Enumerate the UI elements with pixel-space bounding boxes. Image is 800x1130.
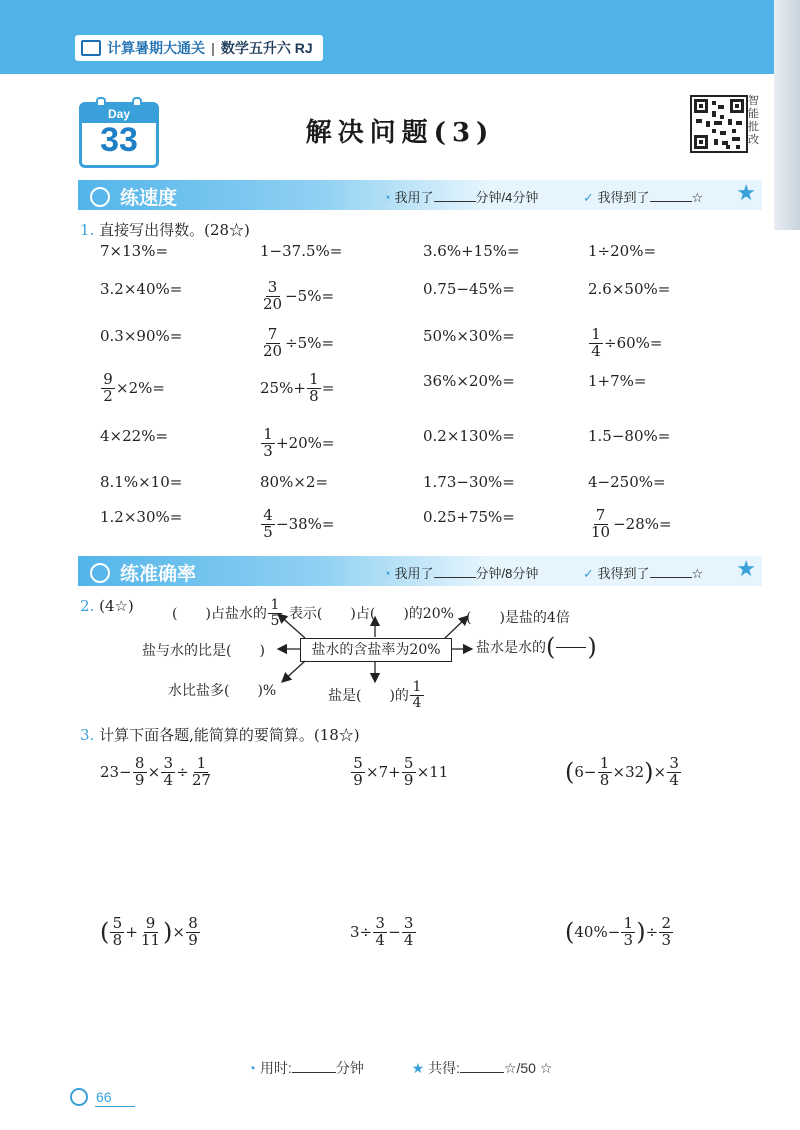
q1-item: $\frac{3}{20}$ −5%= — [263, 278, 335, 313]
q1-item: 0.2×130%= — [423, 427, 515, 445]
fraction: $\frac{1}{4}$ — [410, 680, 424, 710]
q1-item: 4×22%= — [100, 427, 169, 445]
day-label: Day — [82, 105, 156, 123]
clock-icon: ◔ — [383, 566, 391, 581]
q3-expr-6: ( 40%− $\frac{1}{3}$ ) ÷ $\frac{2}{3}$ — [565, 916, 674, 949]
q3-expr-4: ( $\frac{5}{8}$ + $\frac{9}{11}$ ) × $\frac{8}{9}$ — [100, 916, 201, 949]
check-circle-icon: ✓ — [583, 190, 594, 205]
sun-icon — [70, 1088, 88, 1106]
q1-item: 4−250%= — [588, 473, 666, 491]
q1-item: 2.6×50%= — [588, 280, 671, 298]
q1-text: 直接写出得数。(28☆) — [99, 221, 250, 239]
clock-icon: ◔ — [247, 1060, 257, 1076]
fraction: $\frac{1}{3}$ — [261, 427, 275, 460]
q1-item: 36%×20%= — [423, 372, 515, 390]
q1-item: 8.1%×10= — [100, 473, 183, 491]
q2-top-left: ( )占盐水的 $\frac{1}{5}$ 表示( )占( )的20% — [172, 597, 454, 629]
q1-item: 1−37.5%= — [260, 242, 343, 260]
q2-top-right: ( )是盐的4倍 — [466, 610, 570, 626]
q1-item: 3.2×40%= — [100, 280, 183, 298]
q3-expr-3: ( 6− $\frac{1}{8}$ ×32 ) × $\frac{3}{4}$ — [565, 756, 682, 789]
q1-item: 1÷20%= — [588, 242, 657, 260]
q2-score: (4☆) — [99, 597, 134, 615]
q1-item: $\frac{1}{3}$ +20%= — [260, 427, 334, 460]
qr-caption: 智能批改 — [748, 95, 759, 146]
q1-item: 1+7%= — [588, 372, 647, 390]
q1-item: $\frac{4}{5}$ −38%= — [260, 508, 334, 541]
star-icon: ★ — [411, 1060, 425, 1076]
section-title: 练速度 — [120, 188, 178, 209]
time-record: ◔ 我用了 分钟/8分钟 — [383, 566, 539, 581]
q2-number: 2. — [80, 597, 95, 615]
subject-name: 数学五升六 RJ — [220, 40, 313, 56]
score-record: ✓ 我得到了 ☆ — [583, 566, 704, 581]
separator: | — [211, 40, 215, 56]
score-record: ✓ 我得到了 ☆ — [583, 190, 704, 205]
q1-item: 7×13%= — [100, 242, 169, 260]
fraction: $\frac{9}{2}$ — [101, 372, 115, 405]
q1-item: $\frac{1}{4}$ ÷60%= — [588, 327, 662, 360]
q1-item: 25%+ $\frac{1}{8}$ = — [260, 370, 335, 405]
q3-expr-1: 23− $\frac{8}{9}$ × $\frac{3}{4}$ ÷ $\frac{1}{27}$ — [100, 754, 211, 789]
time-record: ◔ 我用了 分钟/4分钟 — [383, 190, 539, 205]
page-number-underline — [95, 1106, 135, 1107]
section-title: 练准确率 — [120, 564, 197, 585]
total-score-blank[interactable] — [460, 1062, 504, 1073]
q1-number: 1. — [80, 221, 95, 239]
q1-item: 3.6%+15%= — [423, 242, 520, 260]
star-icon: ★ — [736, 181, 756, 206]
q1-item: 0.3×90%= — [100, 327, 183, 345]
page-title: 解决问题(3) — [305, 118, 495, 148]
q3-header — [80, 724, 360, 745]
star-icon: ★ — [736, 557, 756, 582]
q1-item: 1.2×30%= — [100, 508, 183, 526]
q2-bottom-left: 水比盐多( )% — [168, 683, 277, 699]
q3-text: 计算下面各题,能简算的要简算。(18☆) — [99, 726, 360, 744]
fraction: $\frac{3}{20}$ — [263, 278, 283, 313]
q1-item: 80%×2= — [260, 473, 329, 491]
clock-icon: ◔ — [383, 190, 391, 205]
check-circle-icon: ✓ — [583, 566, 594, 581]
fraction: $\frac{7}{10}$ — [591, 506, 611, 541]
fraction: $\frac{4}{5}$ — [261, 508, 275, 541]
day-number: 33 — [100, 121, 138, 159]
q1-item: 0.25+75%= — [423, 508, 515, 526]
q1-item: $\frac{7}{20}$ ÷5%= — [263, 325, 335, 360]
q1-item: 1.73−30%= — [423, 473, 515, 491]
center-statement: 盐水的含盐率为20% — [300, 638, 452, 662]
q1-item: $\frac{9}{2}$ ×2%= — [100, 372, 165, 405]
q1-item: 50%×30%= — [423, 327, 515, 345]
q1-item: $\frac{7}{10}$ −28%= — [591, 506, 672, 541]
q3-expr-5: 3÷ $\frac{3}{4}$ − $\frac{3}{4}$ — [350, 916, 417, 949]
fraction: $\frac{1}{5}$ — [268, 598, 282, 628]
q3-number: 3. — [80, 726, 95, 744]
q2-left: 盐与水的比是( ) — [142, 643, 265, 659]
q2-bottom-mid: 盐是( )的 $\frac{1}{4}$ — [328, 680, 425, 710]
fraction: $\frac{1}{8}$ — [307, 372, 321, 405]
q3-expr-2: $\frac{5}{9}$ ×7+ $\frac{5}{9}$ ×11 — [350, 756, 448, 789]
total-time-blank[interactable] — [292, 1062, 336, 1073]
q2-right: 盐水是水的 ( ) — [476, 633, 597, 662]
fraction: $\frac{7}{20}$ — [263, 325, 283, 360]
fraction: $\frac{1}{4}$ — [589, 327, 603, 360]
answer-fraction-blank[interactable] — [556, 632, 586, 662]
series-name: 计算暑期大通关 — [107, 40, 205, 56]
page-number: 66 — [70, 1088, 112, 1106]
q1-item: 1.5−80%= — [588, 427, 671, 445]
q1-item: 0.75−45%= — [423, 280, 515, 298]
footer-summary: ◔ 用时: 分钟 ★ 共得: ☆/50 ☆ — [247, 1060, 553, 1076]
